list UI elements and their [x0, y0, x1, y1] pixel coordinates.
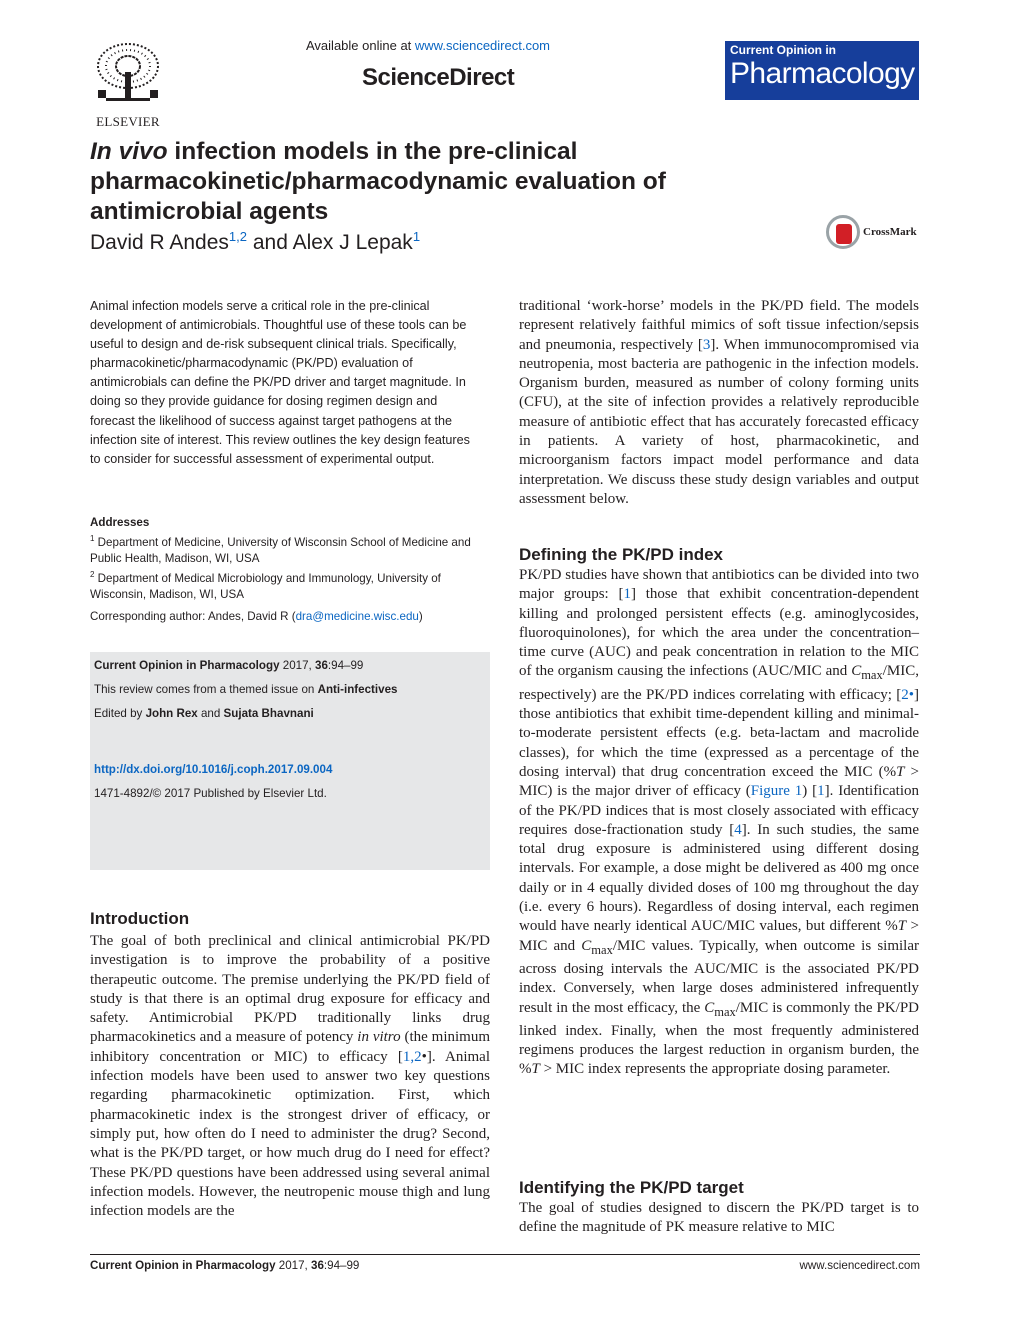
title-rest: infection models in the pre-clinical pharmacokinetic/pharmacodynamic evaluation of antimicrobial agents	[90, 138, 666, 225]
intro-text: The goal of both preclinical and clinical antimicrobial PK/PD investigation is to improve the probability of a positive therapeutic outcome. The premise underlying the PK/PD field of study is that there is an optimal drug exposure for efficacy and safety. Antimicrobial PK/PD traditionally links drug pharmacokinetics and a measure of potency in vitro (the minimum inhibitory concentration or MIC) to efficacy [1,2•]. Animal infection models have been used to answer two key questions regarding pharmacokinetic optimization. First, which pharmacokinetic index is the strongest driver of efficacy, or simply put, how often do I need to administer the drug? Second, what is the PK/PD target, or how much drug do I need for effect? These PK/PD questions have been addressed using several animal infection models. However, the neutropenic mouse thigh and lung infection models are the	[90, 933, 490, 1220]
elsevier-logo	[88, 42, 168, 130]
title-italic: In vivo	[90, 138, 168, 165]
crossmark-badge[interactable]	[826, 215, 926, 251]
corresponding-author: Corresponding author: Andes, David R (dra@medicine.wisc.edu)	[90, 610, 423, 623]
ref-link[interactable]: 1,2	[402, 1048, 422, 1065]
journal-logo-big: Pharmacology	[730, 57, 915, 90]
pkpd-target-heading: Identifying the PK/PD target	[519, 1178, 744, 1197]
author-2[interactable]: Alex J Lepak	[292, 231, 413, 254]
ref-link[interactable]: 2•	[901, 686, 914, 703]
pkpd-target-text: The goal of studies designed to discern the PK/PD target is to define the magnitude of PK measure relative to MIC	[519, 1200, 919, 1236]
doi-link[interactable]: http://dx.doi.org/10.1016/j.coph.2017.09.004	[94, 763, 333, 776]
abstract: Animal infection models serve a critical role in the pre-clinical development of antimicrobials. Thoughtful use of these tools can be useful to design and de-risk subsequent clinical trials. Specifically, pharmacokinetic/pharmacodynamic (PK/PD) evaluation of antimicrobials can define the PK/PD driver and target magnitude. In doing so they provide guidance for dosing regimen design and forecast the likelihood of success against target pathogens at the infection site of interest. This review outlines the key design features to consider for successful assessment of experimental output.	[90, 299, 470, 466]
sciencedirect-brand: ScienceDirect	[362, 64, 515, 91]
info-editors: Edited by John Rex and Sujata Bhavnani	[94, 707, 314, 720]
addresses	[90, 515, 488, 603]
journal-logo	[725, 41, 919, 100]
right-intro-text: traditional ‘work-horse’ models in the PK/PD field. The models represent relatively faithful mimics of soft tissue infection/sepsis and pneumonia, respectively [3]. When immunocompromised via neutropenia, most bacteria are pathogenic in the infection models. Organism burden, measured as number of colony forming units (CFU), at the site of infection provides a relatively reproducible measure of antibiotic effect that has accurately forecasted efficacy in patients. A variety of host, pharmacokinetic, and microorganism factors impact model performance and data interpretation. We discuss these study design variables and output assessment below.	[519, 298, 919, 507]
crossmark-icon	[826, 215, 860, 249]
pkpd-index-text: PK/PD studies have shown that antibiotics can be divided into two major groups: [1] those that exhibit concentration-dependent killing and prolonged persistent effects (e.g. aminoglycosides, fluoroquinolones), for which the area under the concentration–time curve (AUC) and peak concentration in relation to the MIC of the organism causing the infections (AUC/MIC and $C_{max}$/MIC, respectively) are the PK/PD indices correlating with efficacy; [2•] those antibiotics that exhibit time-dependent killing and minimal-to-moderate persistent effects (e.g. beta-lactam and macrolide classes), for which the time (expressed as a percentage of the dosing interval) that drug concentration exceed the MIC (%T > MIC) is the major driver of efficacy (Figure 1) [1]. Identification of the PK/PD indices that is most closely associated with efficacy requires dose-fractionation study [4]. In such studies, the same total drug exposure is administered using different dosing intervals. For example, a dose might be delivered as 400 mg once daily or in 4 equally divided doses of 100 mg throughout the day (i.e. every 6 hours). Regardless of dosing interval, each regimen would have nearly identical AUC/MIC values, but different %T > MIC and $C_{max}$/MIC values. Typically, when outcome is similar across dosing intervals the AUC/MIC is the associated PK/PD index. Conversely, when large doses administered infrequently result in the most efficacy, the $C_{max}$/MIC is commonly the PK/PD linked index. Finally, when the most frequently administered regimens produces the largest reduction in organism burden, the %T > MIC index represents the appropriate dosing parameter.	[519, 567, 920, 1078]
copyright: 1471-4892/© 2017 Published by Elsevier Ltd.	[94, 787, 327, 800]
article-title	[90, 137, 790, 227]
author-2-affil[interactable]: 1	[412, 229, 421, 244]
author-list: David R Andes$^{1,2}$ and Alex J Lepak$^1$	[90, 229, 421, 254]
ref-link[interactable]: 3	[702, 336, 711, 353]
crossmark-label: CrossMark	[863, 226, 917, 238]
info-citation: Current Opinion in Pharmacology 2017, 36:94–99	[94, 659, 364, 672]
address-2: $^2$ Department of Medical Microbiology and Immunology, University of Wisconsin, Madison, WI, USA	[90, 569, 441, 601]
author-1-affil[interactable]: 1,2	[228, 229, 247, 244]
intro-heading: Introduction	[90, 909, 190, 928]
figure-link[interactable]: Figure 1	[750, 783, 803, 800]
sciencedirect-link[interactable]: www.sciencedirect.com	[414, 38, 551, 53]
email-link[interactable]: dra@medicine.wisc.edu	[295, 610, 419, 623]
article-info-box	[90, 652, 490, 870]
available-online: Available online at www.sciencedirect.com	[306, 38, 551, 53]
ref-link[interactable]: 1	[623, 586, 631, 603]
footer-divider	[90, 1254, 920, 1255]
footer-citation: Current Opinion in Pharmacology 2017, 36:94–99	[90, 1259, 360, 1272]
addresses-heading: Addresses	[90, 516, 150, 529]
ref-link[interactable]: 1	[817, 783, 825, 800]
footer-url[interactable]: www.sciencedirect.com	[799, 1259, 920, 1272]
journal-logo-small: Current Opinion in	[730, 43, 836, 57]
info-theme: This review comes from a themed issue on Anti-infectives	[94, 683, 398, 696]
pkpd-index-heading: Defining the PK/PD index	[519, 545, 724, 564]
elsevier-tree-icon	[88, 42, 168, 112]
ref-link[interactable]: 4	[734, 821, 742, 838]
publisher-wordmark: ELSEVIER	[96, 114, 160, 129]
address-1: $^1$ Department of Medicine, University of Wisconsin School of Medicine and Public Health, Madison, WI, USA	[90, 534, 471, 565]
author-1[interactable]: David R Andes	[90, 231, 229, 254]
